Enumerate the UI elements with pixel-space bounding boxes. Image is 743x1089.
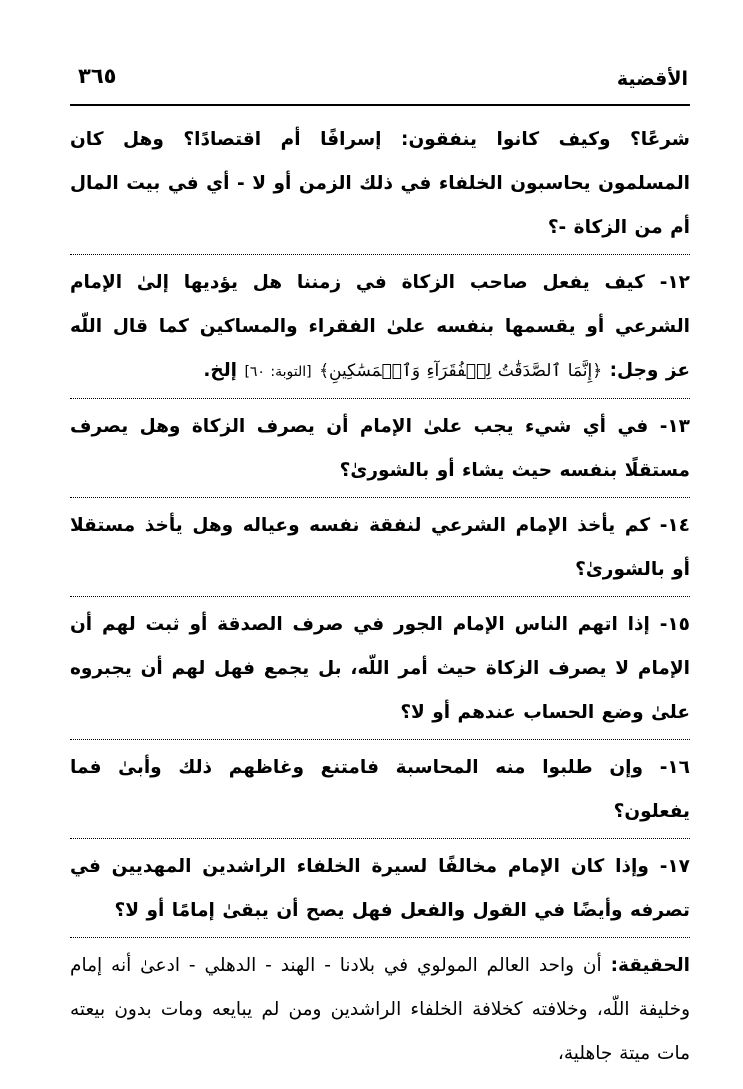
question-text: كيف يفعل صاحب الزكاة في زمننا هل يؤديها إلىٰ الإمام الشرعي أو يقسمها بنفسه علىٰ الفقراء والمساكين كما قال اللّه عز وجل:: [70, 272, 690, 381]
header-rule: [70, 104, 690, 106]
question-number: ١٢-: [659, 272, 690, 293]
question-number: ١٤-: [659, 515, 690, 536]
page-body: [70, 112, 690, 1080]
quran-quote: ﴿إِنَّمَا ٱلصَّدَقَٰتُ لِلۡفُقَرَآءِ وَٱلۡمَسَٰكِينِ﴾: [319, 361, 603, 381]
question-text: في أي شيء يجب علىٰ الإمام أن يصرف الزكاة وهل يصرف مستقلًا بنفسه حيث يشاء أو بالشورىٰ؟: [70, 416, 690, 481]
running-title: الأقضية: [616, 68, 688, 90]
fact-paragraph: [70, 937, 690, 1080]
question-number: ١٧-: [659, 856, 690, 877]
quran-reference: [التوبة: ٦٠]: [244, 364, 312, 380]
question-17: [70, 838, 690, 937]
question-text: وإن طلبوا منه المحاسبة فامتنع وغاظهم ذلك وأبىٰ فما يفعلون؟: [70, 757, 690, 822]
paragraph-continuation: [70, 112, 690, 254]
paragraph-text: شرعًا؟ وكيف كانوا ينفقون: إسرافًا أم اقتصادًا؟ وهل كان المسلمون يحاسبون الخلفاء في ذلك الزمن أو لا - أي في بيت المال أم من الزكاة -؟: [70, 129, 690, 238]
question-15: [70, 596, 690, 739]
page-header: [72, 60, 688, 96]
question-number: ١٦-: [659, 757, 690, 778]
question-text: إذا اتهم الناس الإمام الجور في صرف الصدقة أو ثبت لهم أن الإمام لا يصرف الزكاة حيث أمر اللّه، بل يجمع فهل لهم أن يجبروه علىٰ وضع الحساب عندهم أو لا؟: [70, 614, 690, 723]
question-12: [70, 254, 690, 398]
question-13: [70, 398, 690, 497]
question-14: [70, 497, 690, 596]
fact-text: أن واحد العالم المولوي في بلادنا - الهند - الدهلي - ادعىٰ أنه إمام وخليفة اللّه، وخلافته كخلافة الخلفاء الراشدين ومن لم يبايعه ومات بدون بيعته مات ميتة جاهلية،: [70, 955, 690, 1064]
question-number: ١٣-: [659, 416, 690, 437]
page-number: ٣٦٥: [78, 64, 117, 88]
question-text: وإذا كان الإمام مخالفًا لسيرة الخلفاء الراشدين المهديين في تصرفه وأيضًا في القول والفعل فهل يصح أن يبقىٰ إمامًا أو لا؟: [70, 856, 690, 921]
question-text: كم يأخذ الإمام الشرعي لنفقة نفسه وعياله وهل يأخذ مستقلا أو بالشورىٰ؟: [70, 515, 690, 580]
question-number: ١٥-: [659, 614, 690, 635]
fact-label: الحقيقة:: [610, 955, 690, 976]
question-16: [70, 739, 690, 838]
question-ending: إلخ.: [203, 360, 237, 381]
